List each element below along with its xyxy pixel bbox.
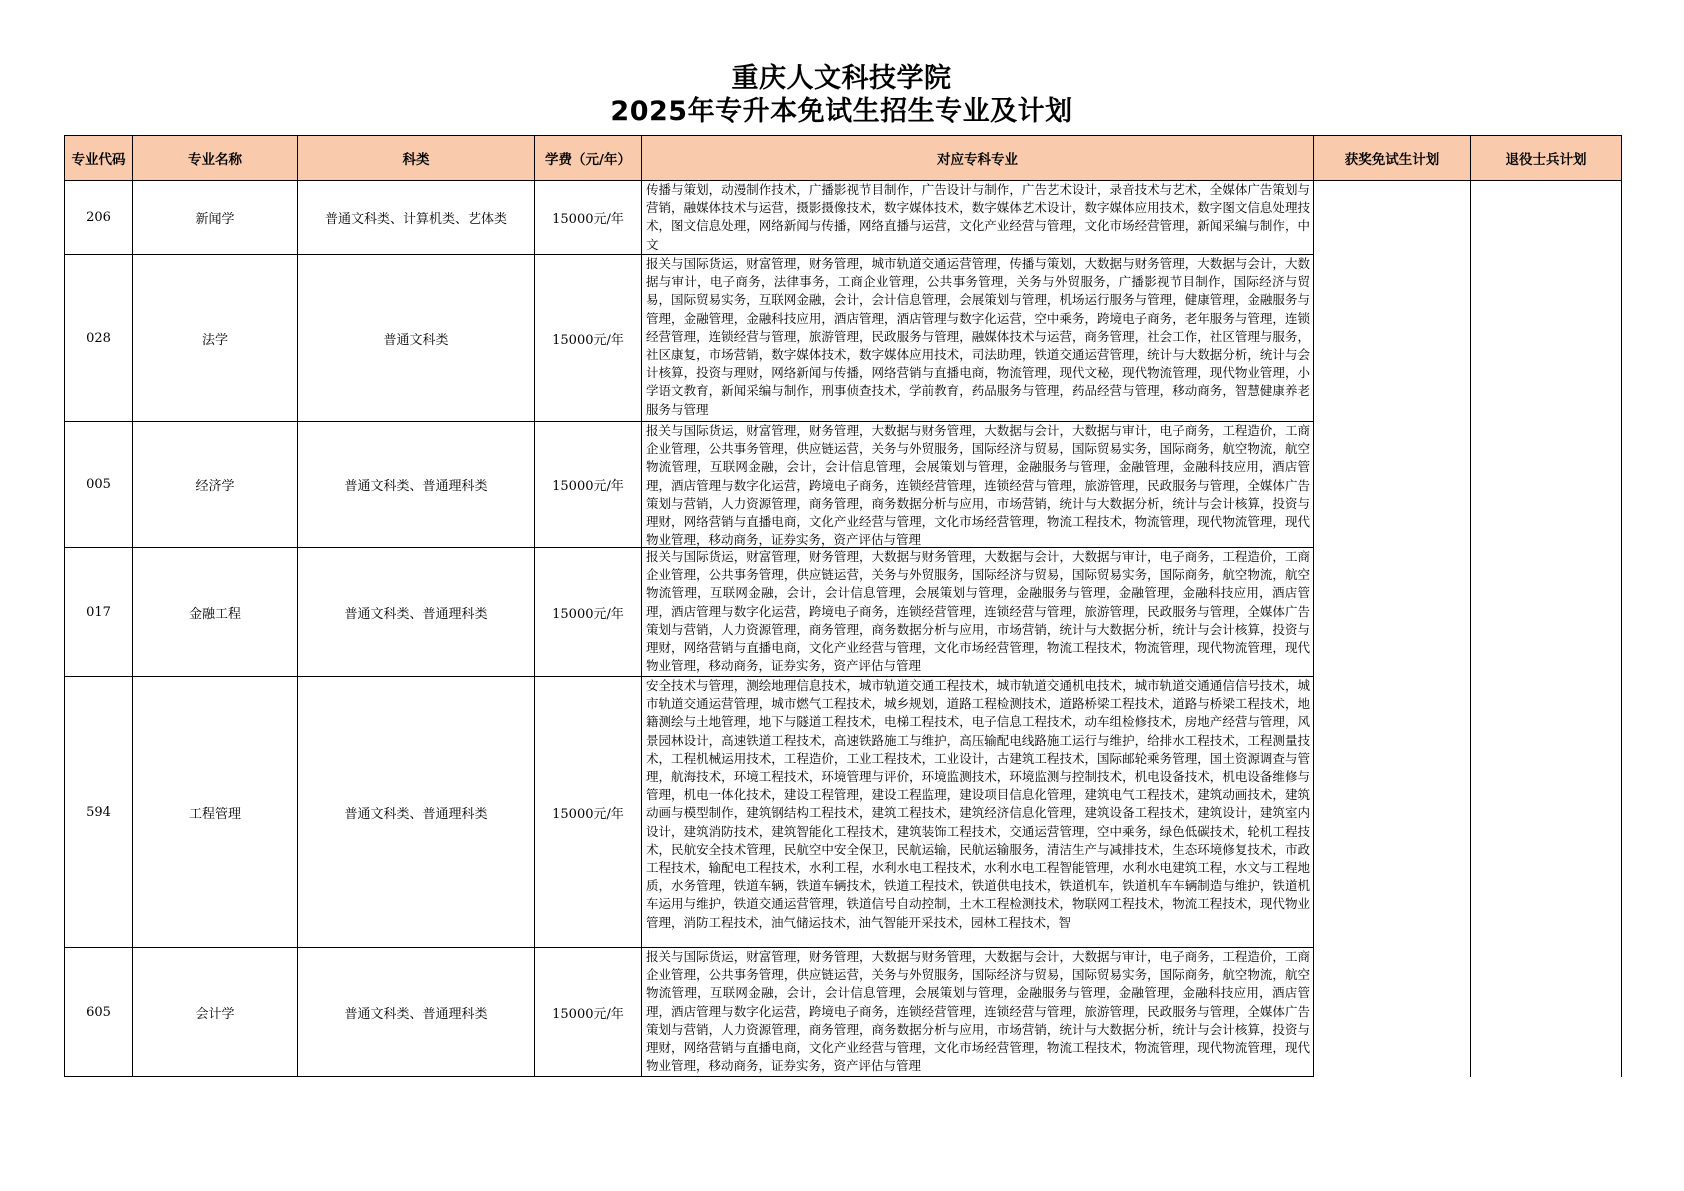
major-code: 017 bbox=[65, 548, 133, 677]
major-category: 普通文科类、普通理科类 bbox=[298, 948, 535, 1077]
major-tuition: 15000元/年 bbox=[535, 677, 642, 948]
major-tuition: 15000元/年 bbox=[535, 948, 642, 1077]
major-category: 普通文科类、计算机类、艺体类 bbox=[298, 181, 535, 255]
major-tuition: 15000元/年 bbox=[535, 255, 642, 422]
major-category: 普通文科类、普通理科类 bbox=[298, 548, 535, 677]
page-title: 2025年专升本免试生招生专业及计划 bbox=[610, 96, 1073, 127]
major-tuition: 15000元/年 bbox=[535, 181, 642, 255]
major-name: 新闻学 bbox=[133, 181, 298, 255]
veteran-plan-cell bbox=[1471, 181, 1622, 1077]
majors-cell bbox=[642, 548, 1314, 677]
related-majors: 报关与国际货运，财富管理，财务管理，大数据与财务管理，大数据与会计，大数据与审计，电子商务，工程造价，工商企业管理，公共事务管理，供应链运营，关务与外贸服务，国际经济与贸易，国际贸易实务，国际商务，航空物流，航空物流管理，互联网金融，会计，会计信息管理，会展策划与管理，金融服务与管理，金融管理，金融科技应用，酒店管理，酒店管理与数字化运营，跨境电子商务，连锁经营管理，连锁经营与管理，旅游管理，民政服务与管理，全媒体广告策划与营销，人力资源管理，商务管理，商务数据分析与应用，市场营销，统计与大数据分析，统计与会计核算，投资与理财，网络营销与直播电商，文化产业经营与管理，文化市场经营管理，物流工程技术，物流管理，现代物流管理，现代物业管理，移动商务，证券实务，资产评估与管理 bbox=[646, 949, 1310, 1074]
major-code: 028 bbox=[65, 255, 133, 422]
table-header-row bbox=[65, 136, 1622, 181]
major-name: 金融工程 bbox=[133, 548, 298, 677]
major-name: 工程管理 bbox=[133, 677, 298, 948]
majors-cell bbox=[642, 422, 1314, 548]
related-majors: 报关与国际货运，财富管理，财务管理，城市轨道交通运营管理，传播与策划，大数据与财务管理，大数据与会计，大数据与审计，电子商务，法律事务，工商企业管理，公共事务管理，关务与外贸服务，广播影视节目制作，国际经济与贸易，国际贸易实务，互联网金融，会计，会计信息管理，会展策划与管理，机场运行服务与管理，健康管理，金融服务与管理，金融管理，金融科技应用，酒店管理，酒店管理与数字化运营，空中乘务，跨境电子商务，老年服务与管理，连锁经营管理，连锁经营与管理，旅游管理，民政服务与管理，融媒体技术与运营，商务管理，社会工作，社区管理与服务，社区康复，市场营销，数字媒体技术，数字媒体应用技术，司法助理，铁道交通运营管理，统计与大数据分析，统计与会计核算，投资与理财，网络新闻与传播，网络营销与直播电商，物流管理，现代文秘，现代物流管理，现代物业管理，小学语文教育，新闻采编与制作，刑事侦查技术，学前教育，药品服务与管理，药品经营与管理，移动商务，智慧健康养老服务与管理 bbox=[646, 256, 1310, 417]
majors-cell bbox=[642, 181, 1314, 255]
school-name: 重庆人文科技学院 bbox=[731, 63, 952, 94]
majors-cell bbox=[642, 677, 1314, 948]
related-majors: 报关与国际货运，财富管理，财务管理，大数据与财务管理，大数据与会计，大数据与审计，电子商务，工程造价，工商企业管理，公共事务管理，供应链运营，关务与外贸服务，国际经济与贸易，国际贸易实务，国际商务，航空物流，航空物流管理，互联网金融，会计，会计信息管理，会展策划与管理，金融服务与管理，金融管理，金融科技应用，酒店管理，酒店管理与数字化运营，跨境电子商务，连锁经营管理，连锁经营与管理，旅游管理，民政服务与管理，全媒体广告策划与营销，人力资源管理，商务管理，商务数据分析与应用，市场营销，统计与大数据分析，统计与会计核算，投资与理财，网络营销与直播电商，文化产业经营与管理，文化市场经营管理，物流工程技术，物流管理，现代物流管理，现代物业管理，移动商务，证券实务，资产评估与管理 bbox=[646, 423, 1310, 547]
majors-cell bbox=[642, 255, 1314, 422]
major-code: 605 bbox=[65, 948, 133, 1077]
related-majors: 传播与策划，动漫制作技术，广播影视节目制作，广告设计与制作，广告艺术设计，录音技术与艺术，全媒体广告策划与营销，融媒体技术与运营，摄影摄像技术，数字媒体技术，数字媒体艺术设计，数字媒体应用技术，数字图文信息处理技术，图文信息处理，网络新闻与传播，网络直播与运营，文化产业经营与管理，文化市场经营管理，新闻采编与制作，中文 bbox=[646, 182, 1310, 252]
major-code: 594 bbox=[65, 677, 133, 948]
header-veteran-plan: 退役士兵计划 bbox=[1471, 136, 1622, 181]
major-category: 普通文科类、普通理科类 bbox=[298, 677, 535, 948]
major-tuition: 15000元/年 bbox=[535, 422, 642, 548]
enrollment-plan-table bbox=[64, 135, 1622, 1077]
major-name: 法学 bbox=[133, 255, 298, 422]
header-award-plan: 获奖免试生计划 bbox=[1314, 136, 1471, 181]
major-code: 005 bbox=[65, 422, 133, 548]
header-code: 专业代码 bbox=[65, 136, 133, 181]
majors-cell bbox=[642, 948, 1314, 1077]
major-code: 206 bbox=[65, 181, 133, 255]
related-majors: 报关与国际货运，财富管理，财务管理，大数据与财务管理，大数据与会计，大数据与审计，电子商务，工程造价，工商企业管理，公共事务管理，供应链运营，关务与外贸服务，国际经济与贸易，国际贸易实务，国际商务，航空物流，航空物流管理，互联网金融，会计，会计信息管理，会展策划与管理，金融服务与管理，金融管理，金融科技应用，酒店管理，酒店管理与数字化运营，跨境电子商务，连锁经营管理，连锁经营与管理，旅游管理，民政服务与管理，全媒体广告策划与营销，人力资源管理，商务管理，商务数据分析与应用，市场营销，统计与大数据分析，统计与会计核算，投资与理财，网络营销与直播电商，文化产业经营与管理，文化市场经营管理，物流工程技术，物流管理，现代物流管理，现代物业管理，移动商务，证券实务，资产评估与管理 bbox=[646, 549, 1310, 674]
header-majors: 对应专科专业 bbox=[642, 136, 1314, 181]
major-name: 会计学 bbox=[133, 948, 298, 1077]
award-plan-cell bbox=[1314, 181, 1471, 1077]
title-block bbox=[64, 62, 1619, 128]
related-majors: 安全技术与管理，测绘地理信息技术，城市轨道交通工程技术，城市轨道交通机电技术，城市轨道交通通信信号技术，城市轨道交通运营管理，城市燃气工程技术，城乡规划，道路工程检测技术，道路桥梁工程技术，道路与桥梁工程技术，地籍测绘与土地管理，地下与隧道工程技术，电梯工程技术，电子信息工程技术，动车组检修技术，房地产经营与管理，风景园林设计，高速铁道工程技术，高速铁路施工与维护，高压输配电线路施工运行与维护，给排水工程技术，工程测量技术，工程机械运用技术，工程造价，工业工程技术，工业设计，古建筑工程技术，国际邮轮乘务管理，国土资源调查与管理，航海技术，环境工程技术，环境管理与评价，环境监测技术，环境监测与控制技术，机电设备技术，机电设备维修与管理，机电一体化技术，建设工程管理，建设工程监理，建设项目信息化管理，建筑电气工程技术，建筑动画技术，建筑动画与模型制作，建筑钢结构工程技术，建筑工程技术，建筑经济信息化管理，建筑设备工程技术，建筑设计，建筑室内设计，建筑消防技术，建筑智能化工程技术，建筑装饰工程技术，交通运营管理，空中乘务，绿色低碳技术，轮机工程技术，民航安全技术管理，民航空中安全保卫，民航运输，民航运输服务，清洁生产与减排技术，生态环境修复技术，市政工程技术，输配电工程技术，水利工程，水利水电工程技术，水利水电工程智能管理，水利水电建筑工程，水文与工程地质，水务管理，铁道车辆，铁道车辆技术，铁道工程技术，铁道供电技术，铁道机车，铁道机车车辆制造与维护，铁道机车运用与维护，铁道交通运营管理，铁道信号自动控制，土木工程检测技术，物联网工程技术，物流工程技术，现代物业管理，消防工程技术，油气储运技术，油气智能开采技术，园林工程技术，智 bbox=[646, 678, 1310, 930]
table-row bbox=[65, 181, 1622, 255]
major-name: 经济学 bbox=[133, 422, 298, 548]
header-category: 科类 bbox=[298, 136, 535, 181]
major-category: 普通文科类、普通理科类 bbox=[298, 422, 535, 548]
major-category: 普通文科类 bbox=[298, 255, 535, 422]
header-name: 专业名称 bbox=[133, 136, 298, 181]
header-tuition: 学费（元/年） bbox=[535, 136, 642, 181]
major-tuition: 15000元/年 bbox=[535, 548, 642, 677]
